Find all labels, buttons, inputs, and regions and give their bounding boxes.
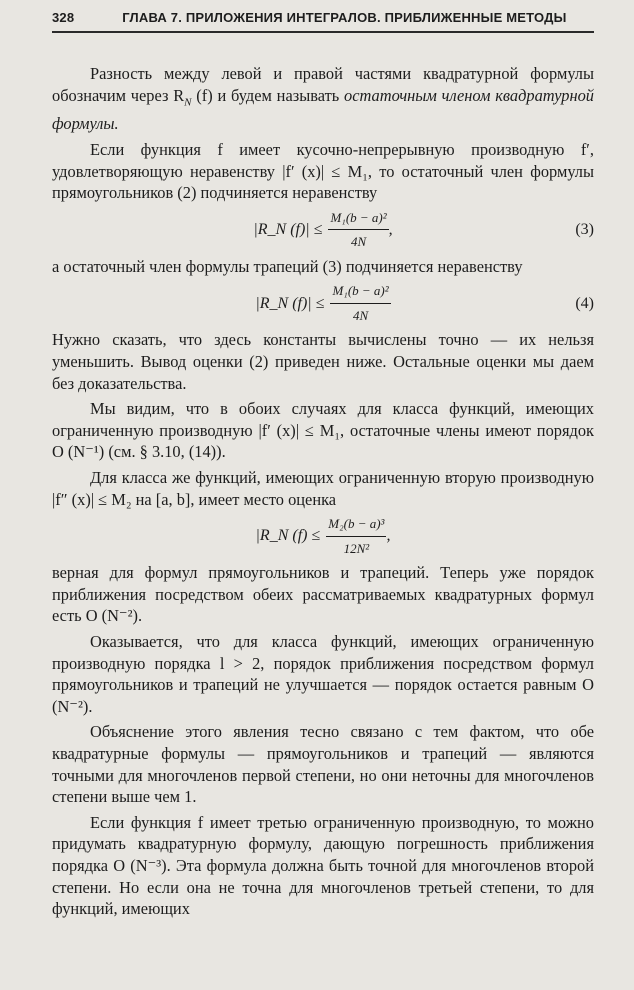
formula-4	[52, 277, 594, 329]
fraction-numerator: M₁(b − a)²	[328, 207, 388, 231]
formula-punct: ,	[388, 221, 393, 239]
paragraph: Объяснение этого явления тесно связано с тем фактом, что обе квадратурные формулы — прямоугольников и трапеций — являются точными для многочленов первой степени, но они неточны для многочленов степени выше чем 1.	[52, 722, 594, 807]
paragraph: Мы видим, что в обоих случаях для класса функций, имеющих ограниченную производную |f′ (x)| ≤ M₁, остаточные члены имеют порядок O (N⁻¹) (см. § 3.10, (14)).	[52, 399, 594, 462]
formula-5	[52, 510, 594, 562]
chapter-title: ГЛАВА 7. ПРИЛОЖЕНИЯ ИНТЕГРАЛОВ. ПРИБЛИЖЕННЫЕ МЕТОДЫ	[122, 10, 567, 25]
formula-3	[52, 204, 594, 256]
body-text	[52, 63, 594, 920]
fraction-numerator: M₂(b − a)³	[326, 513, 386, 537]
paragraph: верная для формул прямоугольников и трапеций. Теперь уже порядок приближения посредством обеих рассматриваемых квадратурных формул есть O (N⁻²).	[52, 563, 594, 626]
fraction-denominator: 12N²	[343, 540, 370, 556]
fraction	[328, 207, 388, 253]
fraction	[326, 513, 386, 559]
formula-lhs: |R_N (f)| ≤	[253, 221, 323, 239]
paragraph: Если функция f имеет третью ограниченную производную, то можно придумать квадратурную формулу, дающую погрешность приближения порядка O (N⁻³). Эта формула должна быть точной для многочленов второй степени. Но если она не точна для многочленов третьей степени, то для функций, имеющих	[52, 812, 594, 919]
equation-number: (4)	[575, 294, 594, 312]
paragraph: а остаточный член формулы трапеций (3) подчиняется неравенству	[52, 256, 523, 276]
paragraph: Для класса же функций, имеющих ограниченную вторую производную |f″ (x)| ≤ M₂ на [a, b], имеет место оценка	[52, 468, 594, 509]
paragraph: Нужно сказать, что здесь константы вычислены точно — их нельзя уменьшить. Вывод оценки (2) приведен ниже. Остальные оценки мы даем без доказательства.	[52, 330, 594, 393]
fraction-denominator: 4N	[350, 234, 367, 250]
formula-lhs: |R_N (f) ≤	[255, 527, 321, 545]
formula-lhs: |R_N (f)| ≤	[255, 294, 325, 312]
formula-punct: ,	[386, 527, 391, 545]
fraction-denominator: 4N	[352, 307, 369, 323]
running-header	[52, 10, 594, 33]
paragraph: Оказывается, что для класса функций, имеющих ограниченную производную порядка l > 2, порядок приближения посредством формул прямоугольников и трапеций не улучшается — порядок остается равным O (N⁻²).	[52, 631, 594, 716]
equation-number: (3)	[575, 221, 594, 239]
paragraph: Разность между левой и правой частями квадратурной формулы обозначим через $R_N$ (f) и будем называть остаточным членом квадратурной формулы.	[52, 64, 594, 134]
fraction-numerator: M₁(b − a)²	[330, 280, 390, 304]
fraction	[330, 280, 390, 326]
paragraph: Если функция f имеет кусочно-непрерывную производную f′, удовлетворяющую неравенству |f′ (x)| ≤ M₁, то остаточный член формулы прямоугольников (2) подчиняется неравенству	[52, 140, 594, 203]
page-number: 328	[52, 10, 75, 25]
defined-term: остаточным членом квадратурной формулы.	[52, 85, 594, 134]
